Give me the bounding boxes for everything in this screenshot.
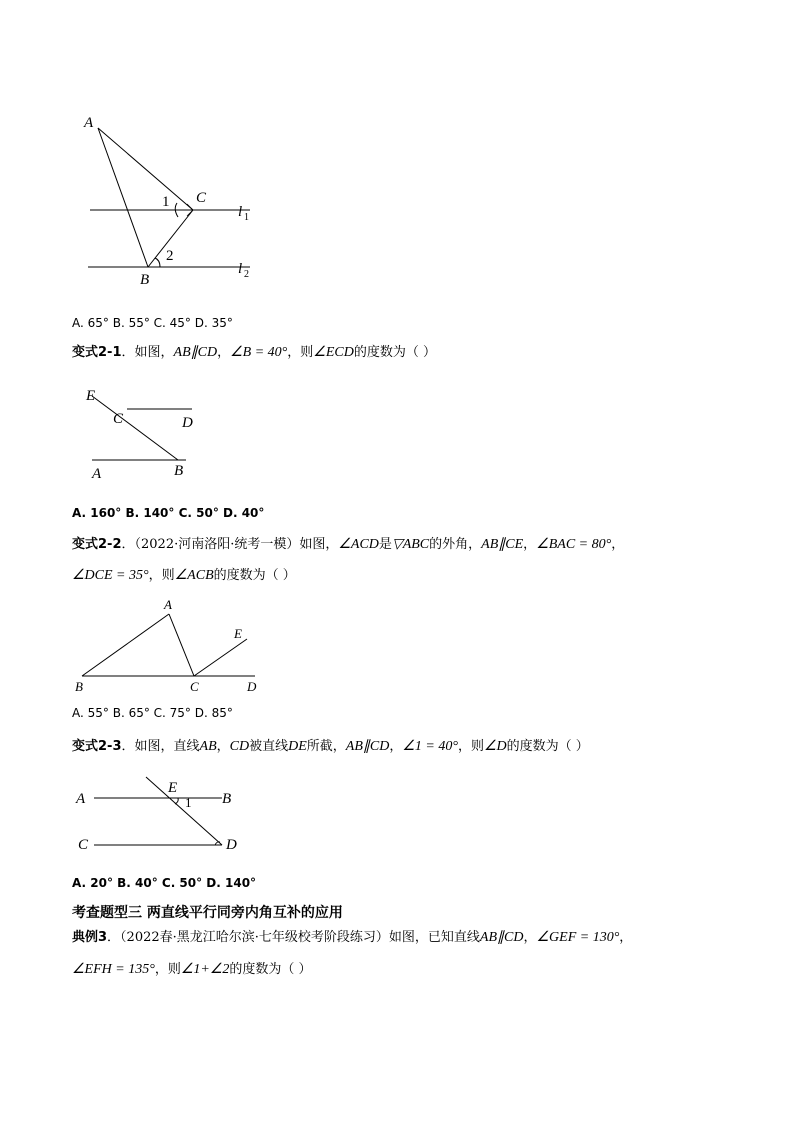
v22-options: A. 55° B. 65° C. 75° D. 85°: [72, 706, 233, 720]
label-A: A: [84, 115, 94, 131]
label-B: B: [140, 272, 150, 288]
v22-label-C: C: [190, 679, 199, 694]
v21-label-B: B: [174, 463, 184, 479]
v23-label-B: B: [222, 791, 232, 807]
label-C: C: [196, 190, 207, 206]
v21-label-E: E: [86, 388, 96, 404]
v22-question-line2: ∠DCE = 35°，则∠ACB的度数为（ ）: [72, 568, 296, 583]
v23-label-A: A: [76, 791, 86, 807]
v23-label-D: D: [226, 837, 237, 853]
label-angle-2: 2: [166, 248, 174, 264]
label-l2: l: [238, 261, 243, 277]
v22-label-B: B: [75, 679, 83, 694]
figure-v22: [72, 596, 272, 696]
q1-options: A. 65° B. 55° C. 45° D. 35°: [72, 316, 233, 330]
v23-label-E: E: [168, 780, 178, 796]
figure-v23: [72, 770, 252, 855]
v22-label-D: D: [247, 679, 257, 694]
section-heading: 考查题型三 两直线平行同旁内角互补的应用: [72, 905, 343, 921]
ex3-question-line2: ∠EFH = 135°，则∠1+∠2的度数为（ ）: [72, 962, 312, 977]
v21-question: 变式2-1．如图，AB∥CD，∠B = 40°，则∠ECD的度数为（ ）: [72, 345, 436, 360]
v21-label-A: A: [92, 466, 102, 482]
v23-label-C: C: [78, 837, 89, 853]
v22-label-A: A: [164, 597, 172, 612]
v23-label-1: 1: [185, 795, 192, 810]
v21-label-D: D: [182, 415, 193, 431]
figure-parallel-lines-triangle: [80, 110, 280, 290]
figure-v21: [80, 380, 210, 485]
v21-options: A. 160° B. 140° C. 50° D. 40°: [72, 506, 265, 520]
v23-options: A. 20° B. 40° C. 50° D. 140°: [72, 876, 257, 890]
v21-label-C: C: [113, 411, 124, 427]
ex3-question-line1: 典例3．（2022春·黑龙江哈尔滨·七年级校考阶段练习）如图，已知直线AB∥CD，∠GEF = 130°，: [72, 930, 633, 945]
label-l1: l: [238, 204, 243, 220]
v22-label-E: E: [234, 626, 242, 641]
label-l2-sub: 2: [244, 269, 249, 280]
label-angle-1: 1: [162, 194, 170, 210]
v23-question: 变式2-3．如图，直线AB，CD被直线DE所截，AB∥CD，∠1 = 40°，则∠D的度数为（ ）: [72, 739, 589, 754]
label-l1-sub: 1: [244, 212, 249, 223]
v22-question-line1: 变式2-2．（2022·河南洛阳·统考一模）如图，∠ACD是▽ABC的外角，AB∥CE，∠BAC = 80°，: [72, 537, 625, 552]
